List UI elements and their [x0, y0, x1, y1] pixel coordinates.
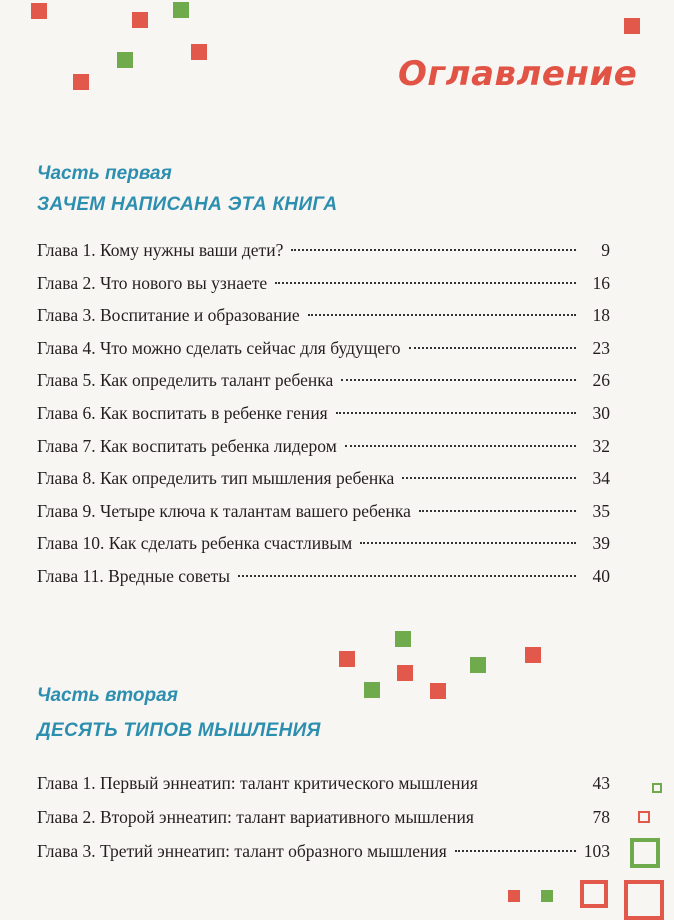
toc-row[interactable] — [37, 495, 610, 528]
page-number: 103 — [583, 841, 610, 861]
page-number: 26 — [592, 370, 610, 391]
chapter-title: Глава 3. Третий эннеатип: талант образного мышления — [37, 841, 447, 861]
dot-leader — [275, 282, 576, 284]
chapter-title: Глава 2. Второй эннеатип: талант вариативного мышления — [37, 807, 474, 827]
toc-row[interactable] — [37, 364, 610, 397]
decor-green-outline-square — [630, 838, 660, 868]
chapter-title: Глава 10. Как сделать ребенка счастливым — [37, 533, 353, 554]
dot-leader — [360, 542, 576, 544]
decor-red-outline-square — [580, 880, 608, 908]
page-number: 34 — [592, 468, 610, 489]
chapter-title: Глава 1. Кому нужны ваши дети? — [37, 240, 284, 260]
dot-leader — [402, 477, 576, 479]
decor-red-square — [31, 3, 47, 19]
dot-leader — [409, 347, 576, 349]
dot-leader — [336, 412, 576, 414]
toc-part-two — [37, 766, 610, 868]
dot-leader — [291, 249, 576, 251]
decor-green-square — [117, 52, 133, 68]
decor-red-square — [397, 665, 413, 681]
toc-row[interactable] — [37, 560, 610, 593]
toc-row[interactable] — [37, 332, 610, 365]
page-number: 9 — [601, 240, 610, 260]
page-number: 30 — [592, 402, 610, 423]
page-number: 78 — [592, 807, 610, 827]
page-number: 18 — [592, 305, 610, 326]
toc-row[interactable] — [37, 834, 610, 868]
decor-green-outline-square — [652, 783, 662, 793]
decor-red-square — [132, 12, 148, 28]
chapter-title: Глава 11. Вредные советы — [37, 565, 231, 586]
chapter-title: Глава 7. Как воспитать ребенка лидером — [37, 435, 337, 456]
page-number: 43 — [592, 773, 610, 793]
chapter-title: Глава 3. Воспитание и образование — [37, 305, 300, 326]
toc-row[interactable] — [37, 430, 610, 463]
chapter-title: Глава 6. Как воспитать в ребенке гения — [37, 402, 328, 423]
toc-row[interactable] — [37, 234, 610, 267]
dot-leader — [345, 445, 576, 447]
part-two-title: ДЕСЯТЬ ТИПОВ МЫШЛЕНИЯ — [37, 720, 321, 741]
decor-red-square — [339, 651, 355, 667]
decor-red-square — [624, 18, 640, 34]
toc-row[interactable] — [37, 800, 610, 834]
dot-leader — [341, 379, 576, 381]
chapter-title: Глава 2. Что нового вы узнаете — [37, 272, 268, 293]
toc-part-one — [37, 234, 610, 593]
page-number: 35 — [592, 500, 610, 521]
page-number: 32 — [592, 435, 610, 456]
decor-red-square — [525, 647, 541, 663]
chapter-title: Глава 5. Как определить талант ребенка — [37, 370, 334, 391]
page-title: Оглавление — [398, 54, 638, 94]
part-one-label: Часть первая — [37, 163, 172, 184]
toc-row[interactable] — [37, 267, 610, 300]
dot-leader — [308, 314, 576, 316]
toc-row[interactable] — [37, 397, 610, 430]
chapter-title: Глава 8. Как определить тип мышления ребенка — [37, 468, 395, 489]
decor-red-square — [430, 683, 446, 699]
decor-red-outline-square — [624, 880, 664, 920]
page-number: 39 — [592, 533, 610, 554]
dot-leader — [419, 510, 576, 512]
chapter-title: Глава 9. Четыре ключа к талантам вашего ребенка — [37, 500, 411, 521]
decor-red-square — [191, 44, 207, 60]
decor-green-square — [395, 631, 411, 647]
decor-red-outline-square — [638, 811, 650, 823]
page-number: 23 — [592, 337, 610, 358]
page-number: 16 — [592, 272, 610, 293]
toc-row[interactable] — [37, 462, 610, 495]
dot-leader — [238, 575, 576, 577]
decor-green-square — [364, 682, 380, 698]
toc-row[interactable] — [37, 766, 610, 800]
chapter-title: Глава 1. Первый эннеатип: талант критического мышления — [37, 773, 478, 793]
decor-green-square — [173, 2, 189, 18]
dot-leader — [455, 850, 576, 852]
toc-row[interactable] — [37, 527, 610, 560]
decor-red-square — [73, 74, 89, 90]
toc-row[interactable] — [37, 299, 610, 332]
part-one-title: ЗАЧЕМ НАПИСАНА ЭТА КНИГА — [37, 194, 338, 215]
decor-red-square — [508, 890, 520, 902]
page-number: 40 — [592, 565, 610, 586]
decor-green-square — [541, 890, 553, 902]
part-two-label: Часть вторая — [37, 685, 178, 706]
chapter-title: Глава 4. Что можно сделать сейчас для будущего — [37, 337, 401, 358]
decor-green-square — [470, 657, 486, 673]
